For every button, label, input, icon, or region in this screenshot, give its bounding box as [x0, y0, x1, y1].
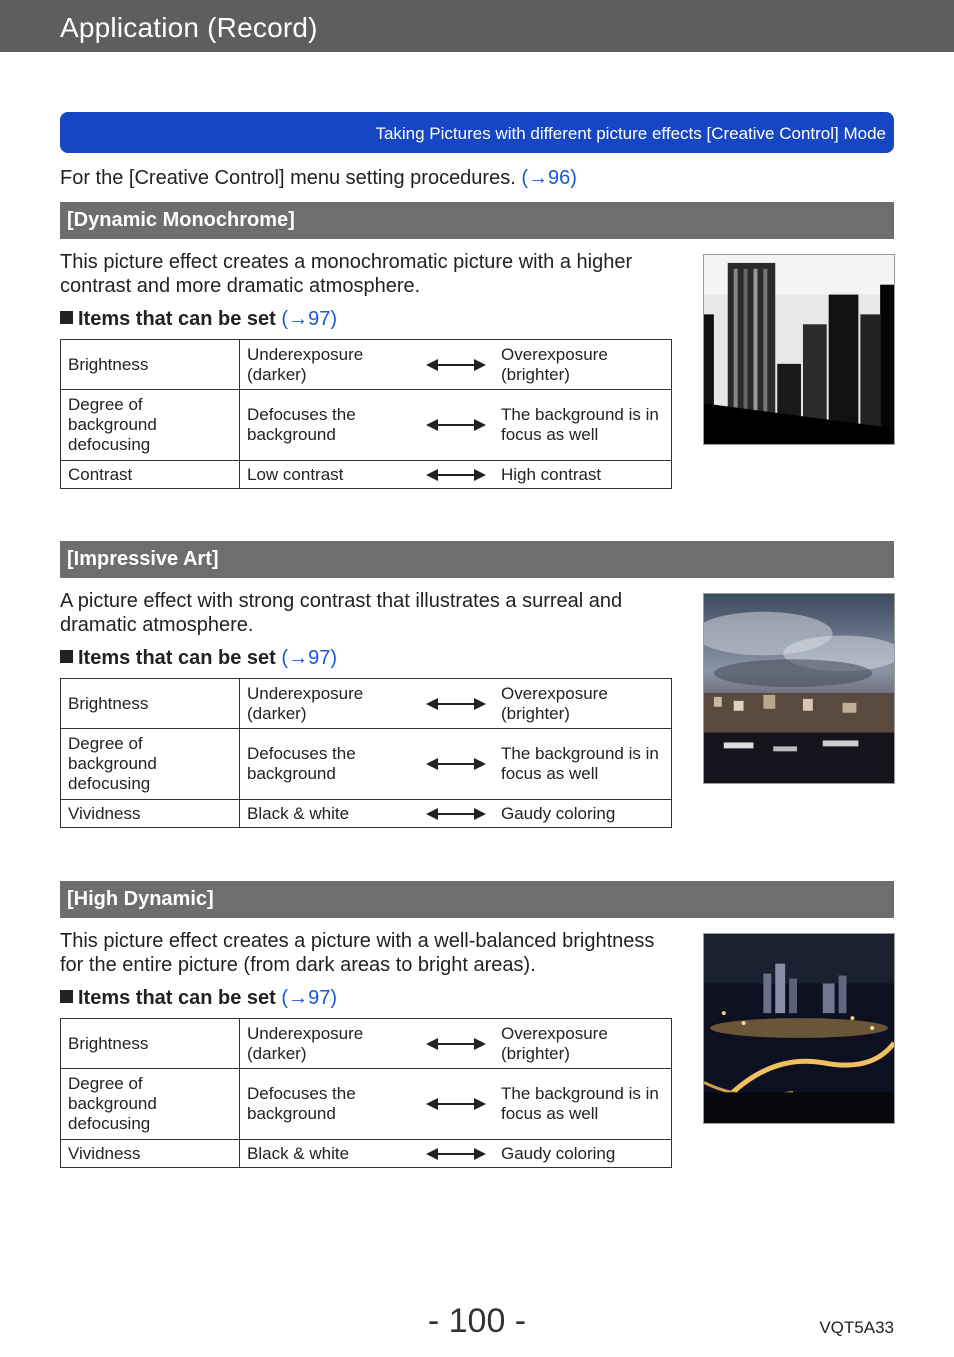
section-header [60, 881, 894, 918]
table-row [61, 1019, 672, 1069]
double-arrow-icon [418, 808, 494, 820]
settings-table [60, 1018, 672, 1168]
table-row [61, 800, 672, 828]
table-row [61, 729, 672, 800]
setting-max: Overexposure (brighter) [501, 344, 608, 384]
settings-table [60, 339, 672, 489]
setting-range [240, 1019, 672, 1069]
setting-min: Defocuses the background [247, 405, 356, 444]
items-label: Items that can be set [78, 647, 276, 669]
setting-min: Black & white [247, 1143, 350, 1163]
double-arrow-icon [418, 758, 494, 770]
table-row [61, 679, 672, 729]
double-arrow-icon [418, 1038, 494, 1050]
page-number: - 100 - [427, 1302, 527, 1340]
sample-photo-impressive-art [703, 593, 895, 784]
section-title: [Impressive Art] [67, 548, 219, 570]
chapter-title: Application (Record) [60, 12, 318, 43]
setting-name: Degree of background defocusing [61, 1069, 240, 1140]
section-banner [60, 112, 894, 153]
top-header-bar [0, 0, 954, 52]
setting-max: Gaudy coloring [501, 1143, 616, 1163]
section-description: This picture effect creates a monochromatic picture with a higher contrast and more dramatic atmosphere. [60, 251, 633, 297]
banner-text: Taking Pictures with different picture effects [Creative Control] Mode [375, 124, 886, 143]
items-heading [60, 308, 337, 331]
intro-link[interactable]: (→96) [521, 167, 577, 189]
setting-name: Brightness [61, 679, 240, 729]
document-code: VQT5A33 [819, 1318, 894, 1337]
double-arrow-icon [418, 698, 494, 710]
setting-min: Black & white [247, 803, 350, 823]
table-row [61, 390, 672, 461]
setting-min: Underexposure (darker) [247, 344, 364, 384]
section-description: This picture effect creates a picture with a well-balanced brightness for the entire picture (from dark areas to bright areas). [60, 930, 655, 976]
setting-min: Low contrast [247, 464, 344, 484]
double-arrow-icon [418, 1148, 494, 1160]
intro-text [60, 167, 577, 190]
setting-name: Vividness [61, 800, 240, 828]
setting-min: Defocuses the background [247, 744, 356, 783]
setting-min: Defocuses the background [247, 1084, 356, 1123]
setting-range [240, 1140, 672, 1168]
section-description: A picture effect with strong contrast that illustrates a surreal and dramatic atmosphere. [60, 590, 623, 636]
items-link[interactable]: (→97) [281, 987, 337, 1009]
setting-min: Underexposure (darker) [247, 683, 364, 723]
setting-name: Brightness [61, 1019, 240, 1069]
section-title: [High Dynamic] [67, 888, 214, 910]
sample-photo-monochrome [703, 254, 895, 445]
setting-name: Degree of background defocusing [61, 729, 240, 800]
setting-name: Brightness [61, 340, 240, 390]
items-label: Items that can be set [78, 987, 276, 1009]
setting-max: High contrast [501, 464, 602, 484]
setting-range [240, 679, 672, 729]
table-row [61, 461, 672, 489]
setting-max: The background is in focus as well [501, 1084, 659, 1123]
table-row [61, 340, 672, 390]
setting-name: Contrast [61, 461, 240, 489]
items-label: Items that can be set [78, 308, 276, 330]
setting-range [240, 800, 672, 828]
setting-range [240, 390, 672, 461]
square-bullet-icon [60, 650, 73, 663]
setting-name: Vividness [61, 1140, 240, 1168]
setting-name: Degree of background defocusing [61, 390, 240, 461]
setting-range [240, 729, 672, 800]
settings-table [60, 678, 672, 828]
double-arrow-icon [418, 469, 494, 481]
section-header [60, 202, 894, 239]
double-arrow-icon [418, 1098, 494, 1110]
setting-max: Overexposure (brighter) [501, 1023, 608, 1063]
setting-range [240, 340, 672, 390]
table-row [61, 1140, 672, 1168]
setting-max: The background is in focus as well [501, 744, 659, 783]
double-arrow-icon [418, 419, 494, 431]
setting-max: The background is in focus as well [501, 405, 659, 444]
table-row [61, 1069, 672, 1140]
setting-max: Gaudy coloring [501, 803, 616, 823]
setting-range [240, 461, 672, 489]
items-heading [60, 987, 337, 1010]
setting-max: Overexposure (brighter) [501, 683, 608, 723]
sample-photo-high-dynamic [703, 933, 895, 1124]
items-link[interactable]: (→97) [281, 647, 337, 669]
items-heading [60, 647, 337, 670]
setting-min: Underexposure (darker) [247, 1023, 364, 1063]
section-header [60, 541, 894, 578]
square-bullet-icon [60, 990, 73, 1003]
setting-range [240, 1069, 672, 1140]
section-title: [Dynamic Monochrome] [67, 209, 295, 231]
intro-body: For the [Creative Control] menu setting procedures. [60, 167, 522, 189]
square-bullet-icon [60, 311, 73, 324]
double-arrow-icon [418, 359, 494, 371]
items-link[interactable]: (→97) [281, 308, 337, 330]
